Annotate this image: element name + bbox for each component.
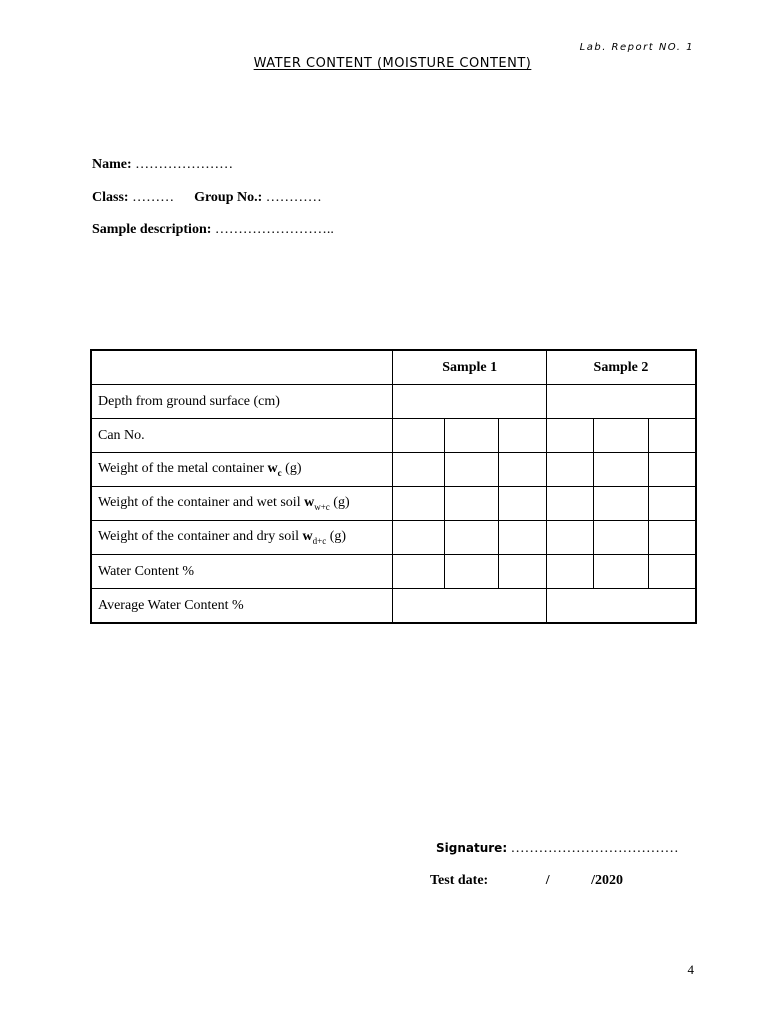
entry-cell[interactable] [393, 521, 445, 555]
table-row [91, 521, 696, 555]
entry-cell[interactable] [593, 419, 648, 453]
entry-cell[interactable] [546, 521, 593, 555]
entry-cell[interactable] [393, 487, 445, 521]
class-value: ……… [128, 190, 175, 205]
group-label: Group No.: [194, 190, 263, 205]
sample-description-field [92, 222, 334, 238]
sample-1-header: Sample 1 [393, 350, 547, 385]
table-row [91, 385, 696, 419]
table-header-row [91, 350, 696, 385]
entry-cell[interactable] [648, 419, 696, 453]
entry-cell[interactable] [499, 555, 547, 589]
entry-cell[interactable] [593, 555, 648, 589]
entry-cell[interactable] [648, 487, 696, 521]
test-date-separator: / [545, 873, 550, 888]
test-date-line [430, 873, 623, 889]
entry-cell[interactable] [648, 555, 696, 589]
report-number-tag: Lab. Report NO. 1 [579, 42, 694, 53]
average-sample-1-cell[interactable] [393, 589, 547, 624]
entry-cell[interactable] [499, 521, 547, 555]
class-label: Class: [92, 190, 129, 205]
sample-description-value: …………………….. [211, 222, 334, 237]
table-row [91, 555, 696, 589]
entry-cell[interactable] [445, 487, 499, 521]
entry-cell[interactable] [546, 487, 593, 521]
entry-cell[interactable] [499, 419, 547, 453]
entry-cell[interactable] [648, 521, 696, 555]
table-row [91, 589, 696, 624]
entry-cell[interactable] [445, 521, 499, 555]
signature-label: Signature: [436, 841, 508, 855]
depth-sample-2-cell[interactable] [546, 385, 696, 419]
entry-cell[interactable] [445, 419, 499, 453]
entry-cell[interactable] [499, 453, 547, 487]
sample-description-label: Sample description: [92, 222, 212, 237]
entry-cell[interactable] [546, 555, 593, 589]
entry-cell[interactable] [546, 453, 593, 487]
name-label: Name: [92, 157, 132, 172]
name-field [92, 157, 233, 173]
table-row [91, 487, 696, 521]
table-row [91, 419, 696, 453]
signature-line [436, 841, 679, 857]
entry-cell[interactable] [393, 419, 445, 453]
document-title: WATER CONTENT (MOISTURE CONTENT) [253, 56, 532, 71]
test-date-label: Test date: [430, 873, 489, 888]
sample-2-header: Sample 2 [546, 350, 696, 385]
water-content-table [90, 349, 697, 624]
header-empty-cell [91, 350, 393, 385]
entry-cell[interactable] [393, 453, 445, 487]
average-water-content-label: Average Water Content % [91, 589, 393, 624]
entry-cell[interactable] [546, 419, 593, 453]
entry-cell[interactable] [648, 453, 696, 487]
wet-soil-weight-label: Weight of the container and wet soil $w_{w+c}$ (g) [91, 487, 393, 521]
entry-cell[interactable] [593, 453, 648, 487]
water-content-label: Water Content % [91, 555, 393, 589]
group-value: ………… [262, 190, 322, 205]
table-row [91, 453, 696, 487]
entry-cell[interactable] [393, 555, 445, 589]
entry-cell[interactable] [593, 521, 648, 555]
average-sample-2-cell[interactable] [546, 589, 696, 624]
can-number-label: Can No. [91, 419, 393, 453]
name-value: ………………… [131, 157, 234, 172]
entry-cell[interactable] [499, 487, 547, 521]
entry-cell[interactable] [445, 453, 499, 487]
test-date-year: /2020 [591, 873, 623, 888]
container-weight-label: Weight of the metal container $w_c$ (g) [91, 453, 393, 487]
page-number: 4 [687, 962, 694, 977]
signature-value: ……………………………… [507, 841, 679, 856]
entry-cell[interactable] [445, 555, 499, 589]
depth-sample-1-cell[interactable] [393, 385, 547, 419]
dry-soil-weight-label: Weight of the container and dry soil $w_{d+c}$ (g) [91, 521, 393, 555]
class-group-field [92, 190, 322, 206]
entry-cell[interactable] [593, 487, 648, 521]
depth-label: Depth from ground surface (cm) [91, 385, 393, 419]
